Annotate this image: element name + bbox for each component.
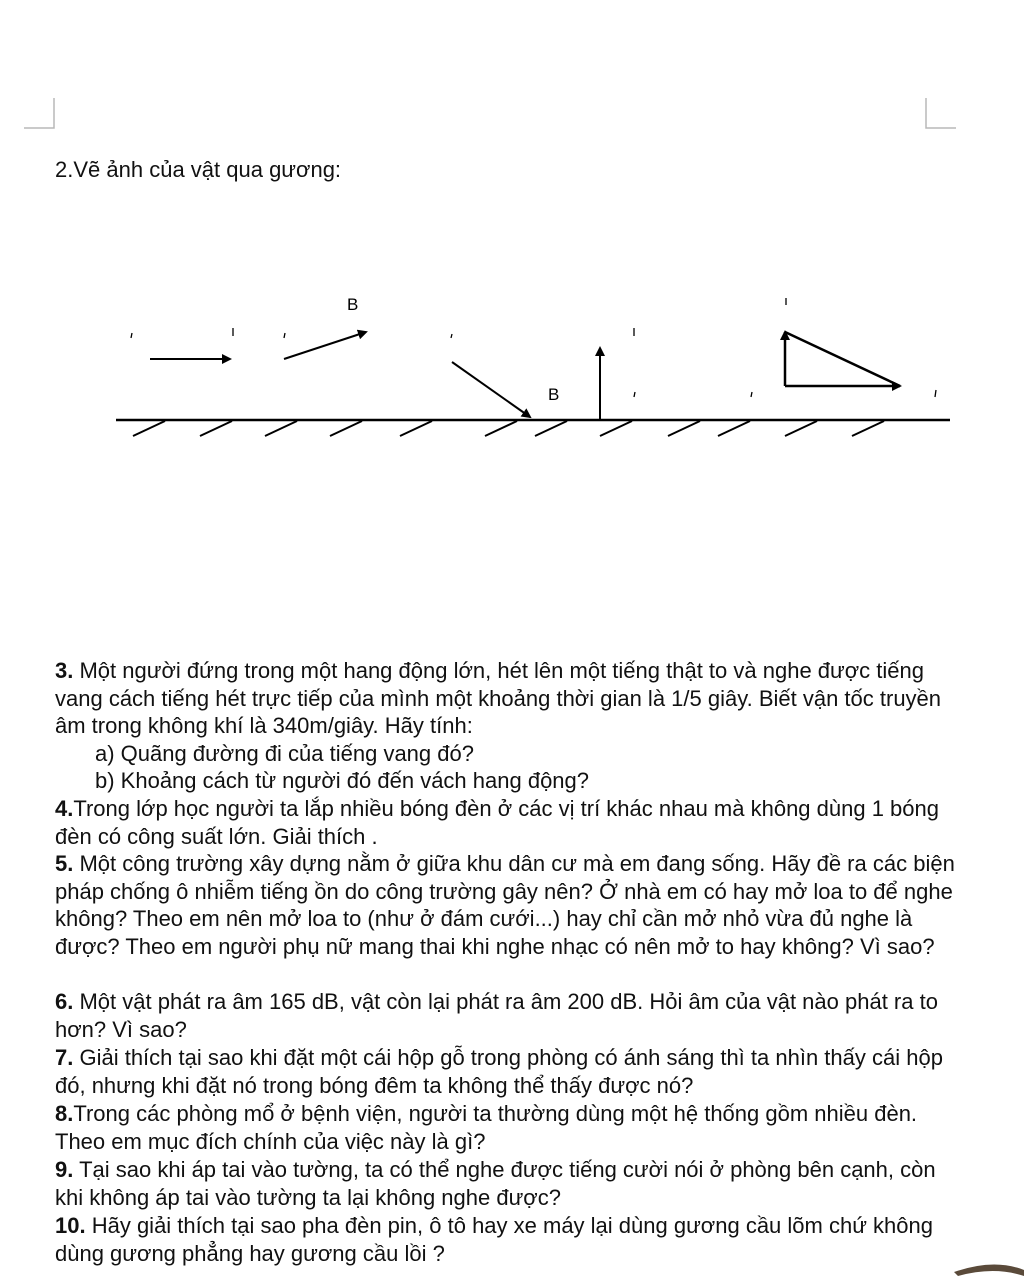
question-7 — [55, 1044, 955, 1099]
question-6-number: 6. — [55, 989, 74, 1014]
question-5 — [55, 850, 955, 960]
question-4-number: 4. — [55, 796, 74, 821]
object-arrow-2 — [284, 332, 366, 359]
label-b-mirror: B — [548, 385, 560, 404]
mirror-hatching — [133, 421, 884, 436]
question-3b — [55, 767, 995, 795]
question-3b-text: b) Khoảng cách từ người đó đến vách hang động? — [95, 768, 590, 793]
object-triangle — [785, 332, 900, 386]
question-6 — [55, 988, 955, 1043]
question-9-number: 9. — [55, 1157, 74, 1182]
question-3a-text: a) Quãng đường đi của tiếng vang đó? — [95, 741, 474, 766]
crop-mark-right — [922, 98, 956, 132]
question-5-number: 5. — [55, 851, 74, 876]
question-10-text: Hãy giải thích tại sao pha đèn pin, ô tô hay xe máy lại dùng gương cầu lõm chứ không dùng gương phẳng hay gương cầu lồi ? — [55, 1213, 933, 1266]
question-8-number: 8. — [55, 1101, 74, 1126]
page-curl-decoration — [954, 1240, 1024, 1280]
question-5-text: Một công trường xây dựng nằm ở giữa khu dân cư mà em đang sống. Hãy đề ra các biện pháp chống ô nhiễm tiếng ồn do công trường gây nên? Ở nhà em có hay mở loa to để nghe không? Theo em nên mở loa to (như ở đám cưới...) hay chỉ cần mở nhỏ vừa đủ nghe là được? Theo em người phụ nữ mang thai khi nghe nhạc có nên mở to hay không? Vì sao? — [55, 851, 955, 959]
question-3-text: Một người đứng trong một hang động lớn, hét lên một tiếng thật to và nghe được tiếng vang cách tiếng hét trực tiếp của mình một khoảng thời gian là 1/5 giây. Biết vận tốc truyền âm trong không khí là 340m/giây. Hãy tính: — [55, 658, 942, 738]
question-10 — [55, 1212, 955, 1267]
question-2-number: 2 — [55, 157, 68, 182]
question-3 — [55, 657, 955, 740]
question-9 — [55, 1156, 955, 1211]
question-2 — [55, 156, 955, 184]
object-arrow-3 — [452, 362, 530, 417]
mirror-figure — [0, 280, 1024, 450]
question-3a — [55, 740, 995, 768]
crop-mark-left — [24, 98, 58, 132]
question-3-number: 3. — [55, 658, 74, 683]
question-10-number: 10. — [55, 1213, 86, 1238]
question-4 — [55, 795, 955, 850]
label-b-top: B — [347, 295, 359, 314]
question-9-text: Tại sao khi áp tai vào tường, ta có thể nghe được tiếng cười nói ở phòng bên cạnh, còn khi không áp tai vào tường ta lại không nghe được? — [55, 1157, 936, 1210]
question-2-text: .Vẽ ảnh của vật qua gương: — [67, 157, 342, 182]
question-4-text: Trong lớp học người ta lắp nhiều bóng đèn ở các vị trí khác nhau mà không dùng 1 bóng đèn có công suất lớn. Giải thích . — [55, 796, 939, 849]
question-8 — [55, 1100, 955, 1155]
question-7-text: Giải thích tại sao khi đặt một cái hộp gỗ trong phòng có ánh sáng thì ta nhìn thấy cái hộp đó, nhưng khi đặt nó trong bóng đêm ta không thể thấy được nó? — [55, 1045, 943, 1098]
question-6-text: Một vật phát ra âm 165 dB, vật còn lại phát ra âm 200 dB. Hỏi âm của vật nào phát ra to hơn? Vì sao? — [55, 989, 938, 1042]
question-7-number: 7. — [55, 1045, 74, 1070]
question-8-text: Trong các phòng mổ ở bệnh viện, người ta thường dùng một hệ thống gồm nhiều đèn. Theo em mục đích chính của việc này là gì? — [55, 1101, 918, 1154]
